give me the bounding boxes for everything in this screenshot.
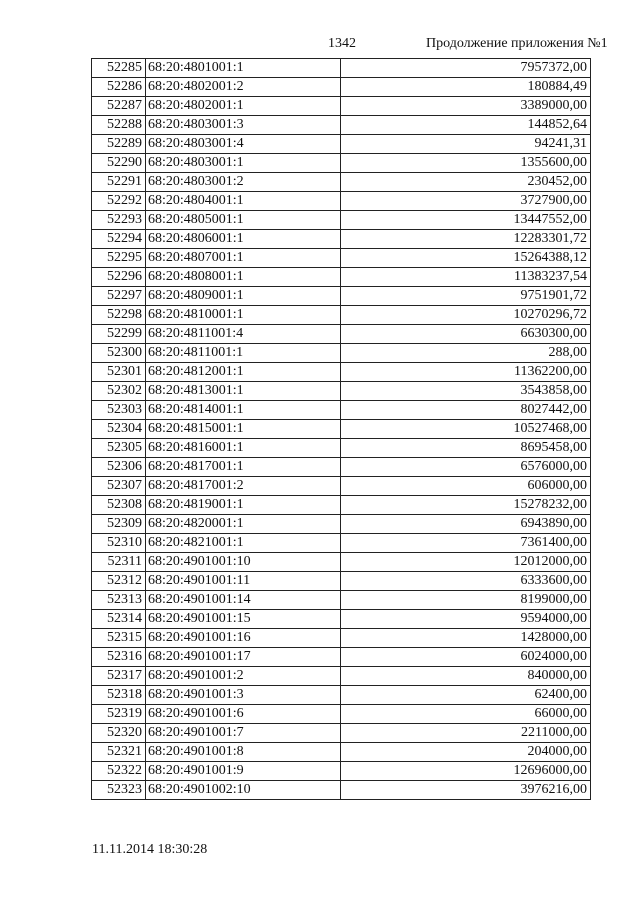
table-row: [92, 781, 591, 800]
cadastral-value: 9594000,00: [341, 610, 591, 629]
cadastral-value: 6333600,00: [341, 572, 591, 591]
cadastral-value: 8027442,00: [341, 401, 591, 420]
table-row: [92, 629, 591, 648]
cadastral-number: 68:20:4901001:7: [146, 724, 341, 743]
cadastral-number: 68:20:4901002:10: [146, 781, 341, 800]
cadastral-value: 9751901,72: [341, 287, 591, 306]
row-number: 52323: [92, 781, 146, 800]
row-number: 52305: [92, 439, 146, 458]
page-number: 1342: [328, 36, 356, 51]
cadastral-number: 68:20:4806001:1: [146, 230, 341, 249]
cadastral-value: 288,00: [341, 344, 591, 363]
table-row: [92, 230, 591, 249]
row-number: 52314: [92, 610, 146, 629]
cadastral-value: 13447552,00: [341, 211, 591, 230]
cadastral-value: 11383237,54: [341, 268, 591, 287]
table-body: [92, 59, 591, 800]
row-number: 52318: [92, 686, 146, 705]
row-number: 52291: [92, 173, 146, 192]
cadastral-value: 1355600,00: [341, 154, 591, 173]
cadastral-number: 68:20:4813001:1: [146, 382, 341, 401]
cadastral-number: 68:20:4901001:16: [146, 629, 341, 648]
table-row: [92, 306, 591, 325]
table-row: [92, 401, 591, 420]
table-row: [92, 154, 591, 173]
row-number: 52315: [92, 629, 146, 648]
row-number: 52295: [92, 249, 146, 268]
cadastral-value: 1428000,00: [341, 629, 591, 648]
row-number: 52311: [92, 553, 146, 572]
table-row: [92, 743, 591, 762]
row-number: 52316: [92, 648, 146, 667]
table-row: [92, 420, 591, 439]
row-number: 52289: [92, 135, 146, 154]
cadastral-number: 68:20:4821001:1: [146, 534, 341, 553]
cadastral-number: 68:20:4802001:2: [146, 78, 341, 97]
row-number: 52300: [92, 344, 146, 363]
cadastral-number: 68:20:4820001:1: [146, 515, 341, 534]
cadastral-value: 94241,31: [341, 135, 591, 154]
cadastral-value: 7361400,00: [341, 534, 591, 553]
cadastral-number: 68:20:4807001:1: [146, 249, 341, 268]
cadastral-number: 68:20:4901001:6: [146, 705, 341, 724]
cadastral-value: 8695458,00: [341, 439, 591, 458]
table-row: [92, 667, 591, 686]
cadastral-number: 68:20:4802001:1: [146, 97, 341, 116]
row-number: 52294: [92, 230, 146, 249]
cadastral-number: 68:20:4901001:3: [146, 686, 341, 705]
table-row: [92, 553, 591, 572]
row-number: 52304: [92, 420, 146, 439]
table-row: [92, 116, 591, 135]
cadastral-number: 68:20:4901001:11: [146, 572, 341, 591]
row-number: 52306: [92, 458, 146, 477]
cadastral-value: 2211000,00: [341, 724, 591, 743]
row-number: 52296: [92, 268, 146, 287]
row-number: 52307: [92, 477, 146, 496]
table-row: [92, 135, 591, 154]
cadastral-number: 68:20:4817001:1: [146, 458, 341, 477]
row-number: 52292: [92, 192, 146, 211]
cadastral-value: 66000,00: [341, 705, 591, 724]
cadastral-value: 204000,00: [341, 743, 591, 762]
table-row: [92, 534, 591, 553]
table-row: [92, 439, 591, 458]
cadastral-value: 6943890,00: [341, 515, 591, 534]
cadastral-value: 3543858,00: [341, 382, 591, 401]
cadastral-number: 68:20:4815001:1: [146, 420, 341, 439]
table-row: [92, 477, 591, 496]
table-row: [92, 572, 591, 591]
table-row: [92, 268, 591, 287]
table-row: [92, 363, 591, 382]
cadastral-value: 3389000,00: [341, 97, 591, 116]
cadastral-value: 12696000,00: [341, 762, 591, 781]
table-row: [92, 591, 591, 610]
cadastral-number: 68:20:4803001:2: [146, 173, 341, 192]
cadastral-number: 68:20:4810001:1: [146, 306, 341, 325]
row-number: 52297: [92, 287, 146, 306]
cadastral-number: 68:20:4811001:1: [146, 344, 341, 363]
cadastral-value: 606000,00: [341, 477, 591, 496]
cadastral-value: 180884,49: [341, 78, 591, 97]
table-row: [92, 610, 591, 629]
cadastral-value: 3727900,00: [341, 192, 591, 211]
cadastral-number: 68:20:4808001:1: [146, 268, 341, 287]
cadastral-number: 68:20:4804001:1: [146, 192, 341, 211]
cadastral-number: 68:20:4814001:1: [146, 401, 341, 420]
cadastral-value: 6630300,00: [341, 325, 591, 344]
table-row: [92, 344, 591, 363]
row-number: 52286: [92, 78, 146, 97]
cadastral-number: 68:20:4819001:1: [146, 496, 341, 515]
table-row: [92, 325, 591, 344]
table-row: [92, 458, 591, 477]
cadastral-value: 144852,64: [341, 116, 591, 135]
table-row: [92, 648, 591, 667]
cadastral-value: 10527468,00: [341, 420, 591, 439]
cadastral-number: 68:20:4816001:1: [146, 439, 341, 458]
cadastral-value-table: [91, 58, 591, 800]
table-row: [92, 762, 591, 781]
cadastral-number: 68:20:4803001:3: [146, 116, 341, 135]
row-number: 52310: [92, 534, 146, 553]
cadastral-number: 68:20:4901001:10: [146, 553, 341, 572]
table-row: [92, 515, 591, 534]
cadastral-value: 3976216,00: [341, 781, 591, 800]
cadastral-value: 230452,00: [341, 173, 591, 192]
cadastral-value: 7957372,00: [341, 59, 591, 78]
table-row: [92, 211, 591, 230]
row-number: 52321: [92, 743, 146, 762]
row-number: 52309: [92, 515, 146, 534]
row-number: 52285: [92, 59, 146, 78]
row-number: 52290: [92, 154, 146, 173]
row-number: 52302: [92, 382, 146, 401]
row-number: 52298: [92, 306, 146, 325]
table-row: [92, 192, 591, 211]
table-row: [92, 78, 591, 97]
cadastral-value: 6576000,00: [341, 458, 591, 477]
cadastral-number: 68:20:4801001:1: [146, 59, 341, 78]
row-number: 52301: [92, 363, 146, 382]
row-number: 52308: [92, 496, 146, 515]
row-number: 52319: [92, 705, 146, 724]
cadastral-number: 68:20:4901001:8: [146, 743, 341, 762]
row-number: 52317: [92, 667, 146, 686]
cadastral-value: 15278232,00: [341, 496, 591, 515]
cadastral-number: 68:20:4901001:14: [146, 591, 341, 610]
cadastral-value: 11362200,00: [341, 363, 591, 382]
row-number: 52287: [92, 97, 146, 116]
cadastral-number: 68:20:4901001:2: [146, 667, 341, 686]
cadastral-number: 68:20:4805001:1: [146, 211, 341, 230]
table-row: [92, 496, 591, 515]
cadastral-number: 68:20:4811001:4: [146, 325, 341, 344]
cadastral-value: 10270296,72: [341, 306, 591, 325]
row-number: 52303: [92, 401, 146, 420]
cadastral-number: 68:20:4901001:9: [146, 762, 341, 781]
table-row: [92, 173, 591, 192]
cadastral-value: 62400,00: [341, 686, 591, 705]
table-row: [92, 724, 591, 743]
cadastral-number: 68:20:4809001:1: [146, 287, 341, 306]
cadastral-value: 12012000,00: [341, 553, 591, 572]
table-row: [92, 686, 591, 705]
row-number: 52322: [92, 762, 146, 781]
cadastral-number: 68:20:4803001:4: [146, 135, 341, 154]
cadastral-value: 6024000,00: [341, 648, 591, 667]
cadastral-value: 15264388,12: [341, 249, 591, 268]
row-number: 52312: [92, 572, 146, 591]
row-number: 52320: [92, 724, 146, 743]
table-row: [92, 97, 591, 116]
appendix-continuation-note: Продолжение приложения №1: [426, 36, 608, 51]
table-row: [92, 249, 591, 268]
table-row: [92, 705, 591, 724]
row-number: 52293: [92, 211, 146, 230]
row-number: 52288: [92, 116, 146, 135]
cadastral-number: 68:20:4812001:1: [146, 363, 341, 382]
table-row: [92, 382, 591, 401]
row-number: 52313: [92, 591, 146, 610]
print-timestamp: 11.11.2014 18:30:28: [92, 842, 208, 857]
cadastral-value: 8199000,00: [341, 591, 591, 610]
cadastral-value: 12283301,72: [341, 230, 591, 249]
cadastral-value: 840000,00: [341, 667, 591, 686]
table-row: [92, 287, 591, 306]
row-number: 52299: [92, 325, 146, 344]
cadastral-number: 68:20:4817001:2: [146, 477, 341, 496]
cadastral-number: 68:20:4901001:15: [146, 610, 341, 629]
cadastral-number: 68:20:4901001:17: [146, 648, 341, 667]
cadastral-number: 68:20:4803001:1: [146, 154, 341, 173]
table-row: [92, 59, 591, 78]
